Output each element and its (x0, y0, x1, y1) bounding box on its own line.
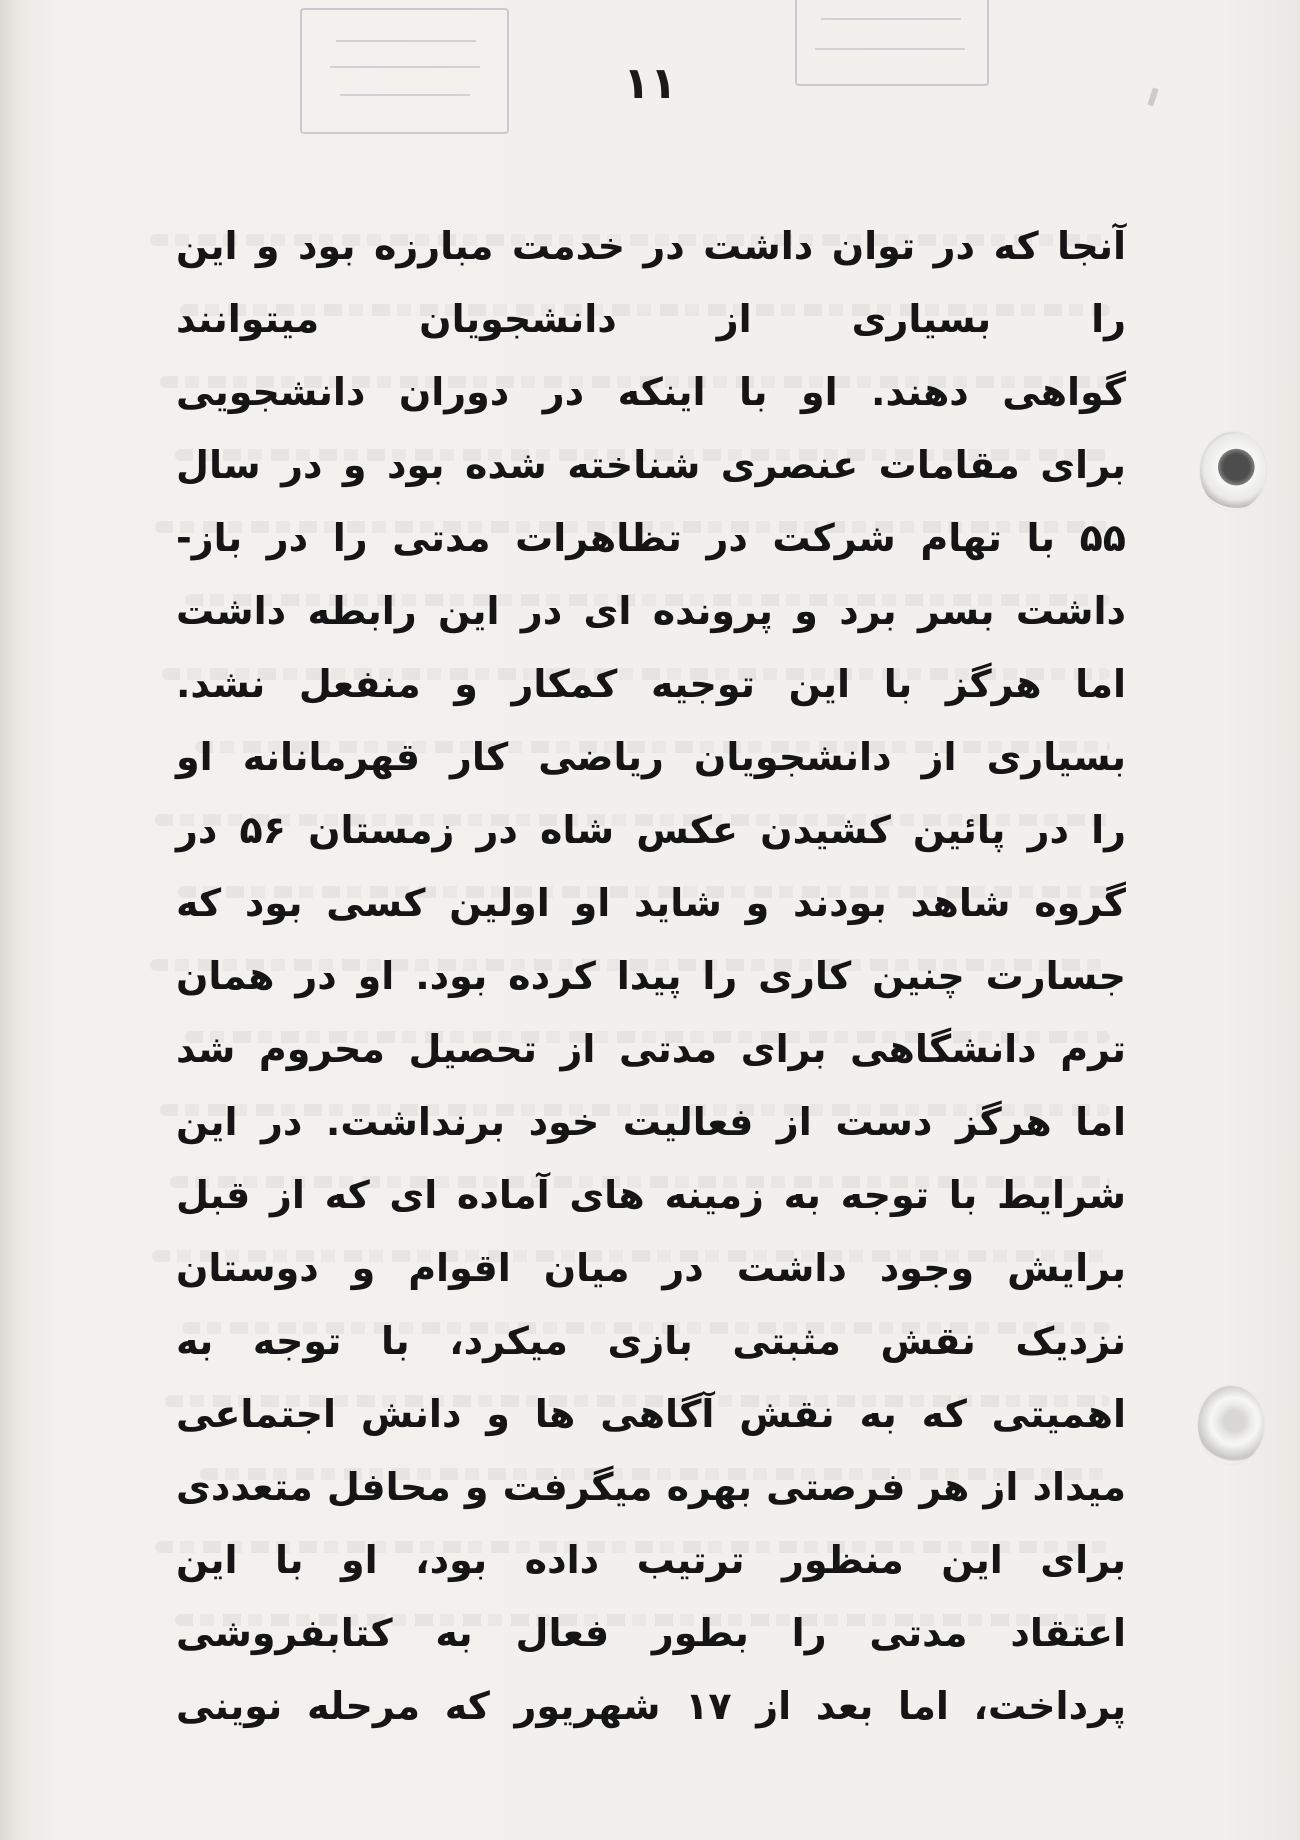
text-line: جسارت چنین کاری را پیدا کرده بود. او در همان (176, 954, 1126, 998)
library-stamp-left (300, 8, 509, 134)
text-line: میداد از هر فرصتی بهره میگرفت و محافل متعددی (176, 1465, 1126, 1509)
text-line: بسیاری از دانشجویان ریاضی کار قهرمانانه او (176, 735, 1126, 779)
text-line: نزدیک نقش مثبتی بازی میکرد، با توجه به (176, 1319, 1126, 1363)
library-stamp-right (795, 0, 989, 86)
text-line: گروه شاهد بودند و شاید او اولین کسی بود که (176, 881, 1126, 925)
binder-hole-top (1200, 432, 1266, 510)
text-line: اما هرگز با این توجیه کمکار و منفعل نشد. (176, 662, 1126, 706)
body-text (176, 210, 1126, 1743)
stamp-line (336, 40, 476, 42)
text-line: برای مقامات عنصری شناخته شده بود و در سال (176, 443, 1126, 487)
paper-mark (1147, 88, 1158, 107)
text-line: شرایط با توجه به زمینه های آماده ای که از قبل (176, 1173, 1126, 1217)
text-line: اهمیتی که به نقش آگاهی ها و دانش اجتماعی (176, 1392, 1126, 1436)
text-line: را بسیاری از دانشجویان میتوانند (176, 297, 1126, 341)
text-line: ترم دانشگاهی برای مدتی از تحصیل محروم شد (176, 1027, 1126, 1071)
text-line: داشت بسر برد و پرونده ای در این رابطه داشت (176, 589, 1126, 633)
text-line: گواهی دهند. او با اینکه در دوران دانشجویی (176, 370, 1126, 414)
stamp-line (815, 48, 965, 50)
text-line: را در پائین کشیدن عکس شاه در زمستان ۵۶ در (176, 808, 1127, 852)
stamp-line (821, 18, 961, 20)
text-line: ۵۵ با تهام شرکت در تظاهرات مدتی را در باز- (176, 516, 1126, 560)
stamp-line (340, 94, 470, 96)
text-line: برایش وجود داشت در میان اقوام و دوستان (176, 1246, 1126, 1290)
binder-hole-bottom (1198, 1386, 1264, 1464)
text-line: آنجا که در توان داشت در خدمت مبارزه بود و این (176, 224, 1126, 268)
stamp-line (330, 66, 480, 68)
text-line: پرداخت، اما بعد از ۱۷ شهریور که مرحله نوینی (176, 1684, 1126, 1728)
text-line: برای این منظور ترتیب داده بود، او با این (176, 1538, 1126, 1582)
page-number: ۱۱ (623, 58, 677, 109)
text-line: اعتقاد مدتی را بطور فعال به کتابفروشی (176, 1611, 1126, 1655)
text-line: اما هرگز دست از فعالیت خود برنداشت. در این (176, 1100, 1126, 1144)
